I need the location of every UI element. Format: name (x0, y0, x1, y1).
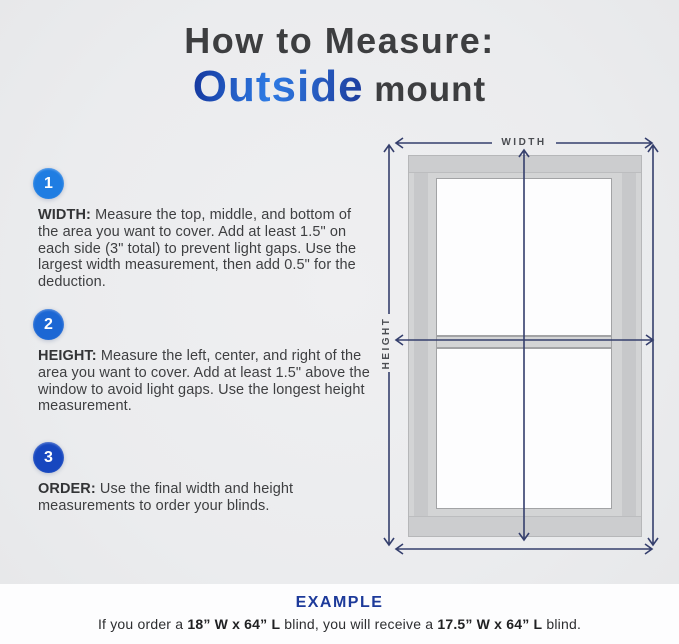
right-height-arrow-line (648, 145, 658, 545)
window-lower-pane (436, 348, 612, 509)
example-heading: EXAMPLE (295, 594, 384, 611)
window-right-jamb (622, 173, 636, 516)
step-1 (30, 168, 372, 291)
step-3-body: Use the final width and height measurements to order your blinds. (38, 481, 294, 514)
step-1-body: Measure the top, middle, and bottom of the area you want to cover. Add at least 1.5" on each side (3" total) to prevent light gaps. Use the largest width measurement, then add 0.5" for the deduction. (38, 207, 357, 291)
bottom-width-arrow-line (396, 544, 652, 554)
window-illustration (408, 155, 642, 537)
window-upper-pane (436, 178, 612, 336)
window-top-frame (409, 156, 641, 173)
step-3-badge (33, 442, 64, 473)
window-middle-rail (436, 336, 612, 348)
example-sentence: If you order a 18” W x 64” L blind, you will receive a 17.5” W x 64” L blind. (97, 616, 582, 632)
step-2-number: 2 (44, 315, 53, 333)
step-2-badge (33, 309, 64, 340)
step-2-text (38, 348, 370, 415)
title-suffix: mount (363, 70, 487, 109)
example-footer (0, 584, 679, 644)
step-1-label: WIDTH: (38, 207, 91, 223)
step-2-body: Measure the left, center, and right of the area you want to cover. Add at least 1.5" above the window to avoid light gaps. Use the longest height measurement. (38, 348, 370, 415)
title-line2 (0, 63, 679, 121)
page-title (0, 20, 679, 121)
step-3-number: 3 (44, 448, 53, 466)
title-line1: How to Measure: (184, 20, 495, 61)
measurement-diagram (375, 128, 667, 568)
step-1-text (38, 207, 370, 291)
window-left-jamb (414, 173, 428, 516)
title-highlight: Outside (192, 62, 364, 111)
step-3-text (38, 481, 370, 515)
height-dimension-label: HEIGHT (381, 316, 392, 370)
width-dimension-label: WIDTH (501, 137, 547, 148)
step-2 (30, 309, 372, 415)
step-1-badge (33, 168, 64, 199)
step-1-number: 1 (44, 174, 53, 192)
step-3 (30, 442, 372, 515)
step-3-label: ORDER: (38, 481, 96, 497)
step-2-label: HEIGHT: (38, 348, 97, 364)
window-bottom-frame (409, 516, 641, 536)
